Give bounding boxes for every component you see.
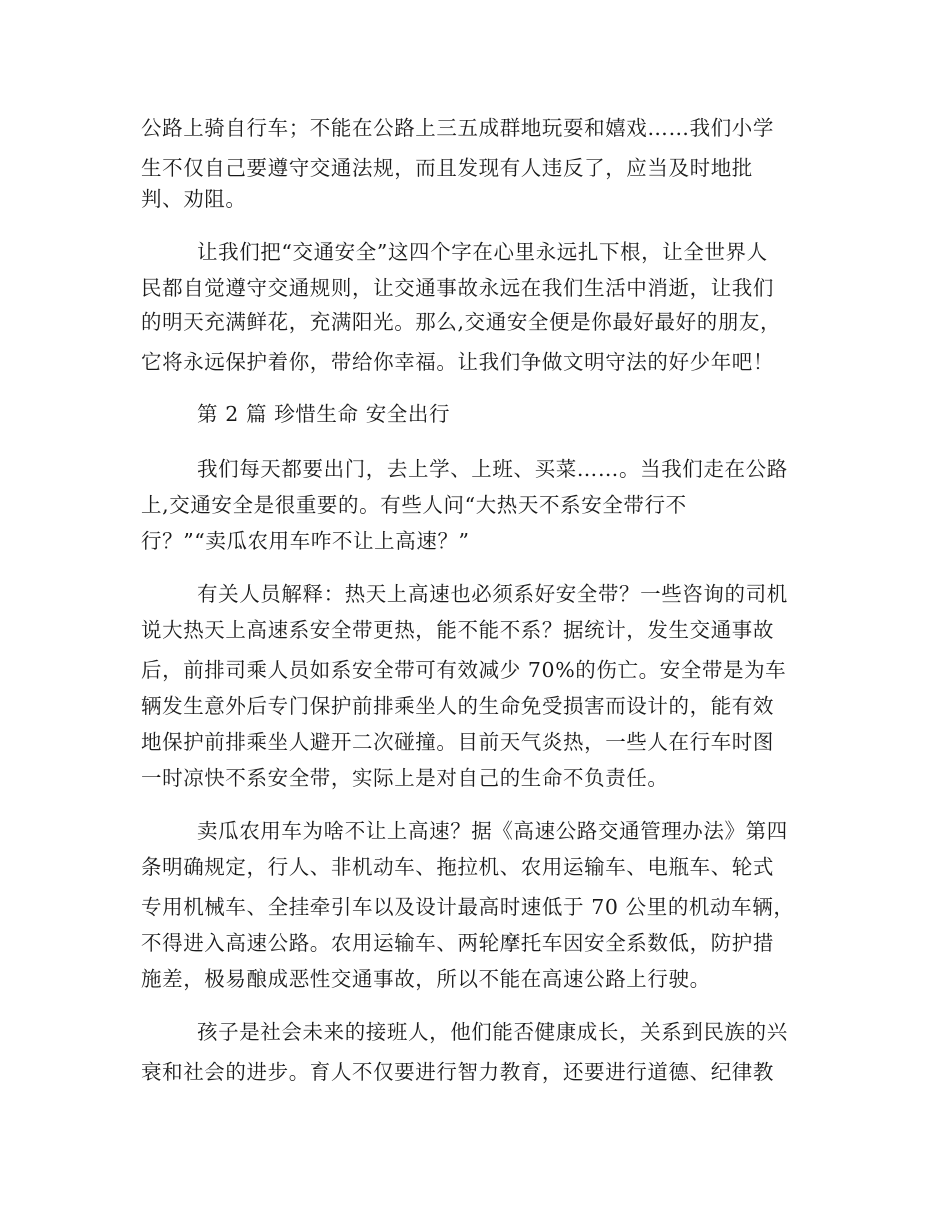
- paragraph-3-line-3: 行？”“卖瓜农用车咋不让上高速？”: [141, 529, 470, 553]
- paragraph-2-line-2: 民都自觉遵守交通规则，让交通事故永远在我们生活中消逝，让我们: [141, 276, 774, 300]
- paragraph-4-line-4: 辆发生意外后专门保护前排乘坐人的生命免受损害而设计的，能有效: [141, 694, 774, 718]
- paragraph-5-line-3: 专用机械车、全挂牵引车以及设计最高时速低于 70 公里的机动车辆，: [141, 895, 795, 919]
- paragraph-3-line-2: 上,交通安全是很重要的。有些人问“大热天不系安全带行不: [141, 493, 687, 517]
- paragraph-5-line-1: 卖瓜农用车为啥不让上高速？据《高速公路交通管理办法》第四: [197, 819, 788, 843]
- paragraph-1-line-3: 判、劝阻。: [141, 187, 247, 211]
- paragraph-3-line-1: 我们每天都要出门，去上学、上班、买菜……。当我们走在公路: [197, 457, 788, 481]
- section-heading: 第 2 篇 珍惜生命 安全出行: [197, 402, 451, 426]
- paragraph-4-line-5: 地保护前排乘坐人避开二次碰撞。目前天气炎热，一些人在行车时图: [141, 730, 774, 754]
- paragraph-1-line-2: 生不仅自己要遵守交通法规，而且发现有人违反了，应当及时地批: [141, 156, 753, 180]
- paragraph-4-line-6: 一时凉快不系安全带，实际上是对自己的生命不负责任。: [141, 766, 669, 790]
- paragraph-5-line-2: 条明确规定，行人、非机动车、拖拉机、农用运输车、电瓶车、轮式: [141, 855, 774, 879]
- paragraph-5-line-4: 不得进入高速公路。农用运输车、两轮摩托车因安全系数低，防护措: [141, 931, 774, 955]
- paragraph-4-line-2: 说大热天上高速系安全带更热，能不能不系？据统计，发生交通事故: [141, 618, 774, 642]
- paragraph-6-line-1: 孩子是社会未来的接班人，他们能否健康成长，关系到民族的兴: [197, 1020, 788, 1044]
- paragraph-5-line-5: 施差，极易酿成恶性交通事故，所以不能在高速公路上行驶。: [141, 967, 711, 991]
- paragraph-4-line-1: 有关人员解释：热天上高速也必须系好安全带？一些咨询的司机: [197, 582, 788, 606]
- paragraph-6-line-2: 衰和社会的进步。育人不仅要进行智力教育，还要进行道德、纪律教: [141, 1060, 774, 1084]
- paragraph-2-line-1: 让我们把“交通安全”这四个字在心里永远扎下根，让全世界人: [197, 240, 768, 264]
- paragraph-2-line-4: 它将永远保护着你，带给你幸福。让我们争做文明守法的好少年吧！: [141, 350, 774, 374]
- paragraph-1-line-1: 公路上骑自行车；不能在公路上三五成群地玩耍和嬉戏……我们小学: [141, 116, 774, 140]
- paragraph-4-line-3: 后，前排司乘人员如系安全带可有效减少 70%的伤亡。安全带是为车: [141, 658, 787, 682]
- paragraph-2-line-3: 的明天充满鲜花，充满阳光。那么,交通安全便是你最好最好的朋友，: [141, 310, 782, 334]
